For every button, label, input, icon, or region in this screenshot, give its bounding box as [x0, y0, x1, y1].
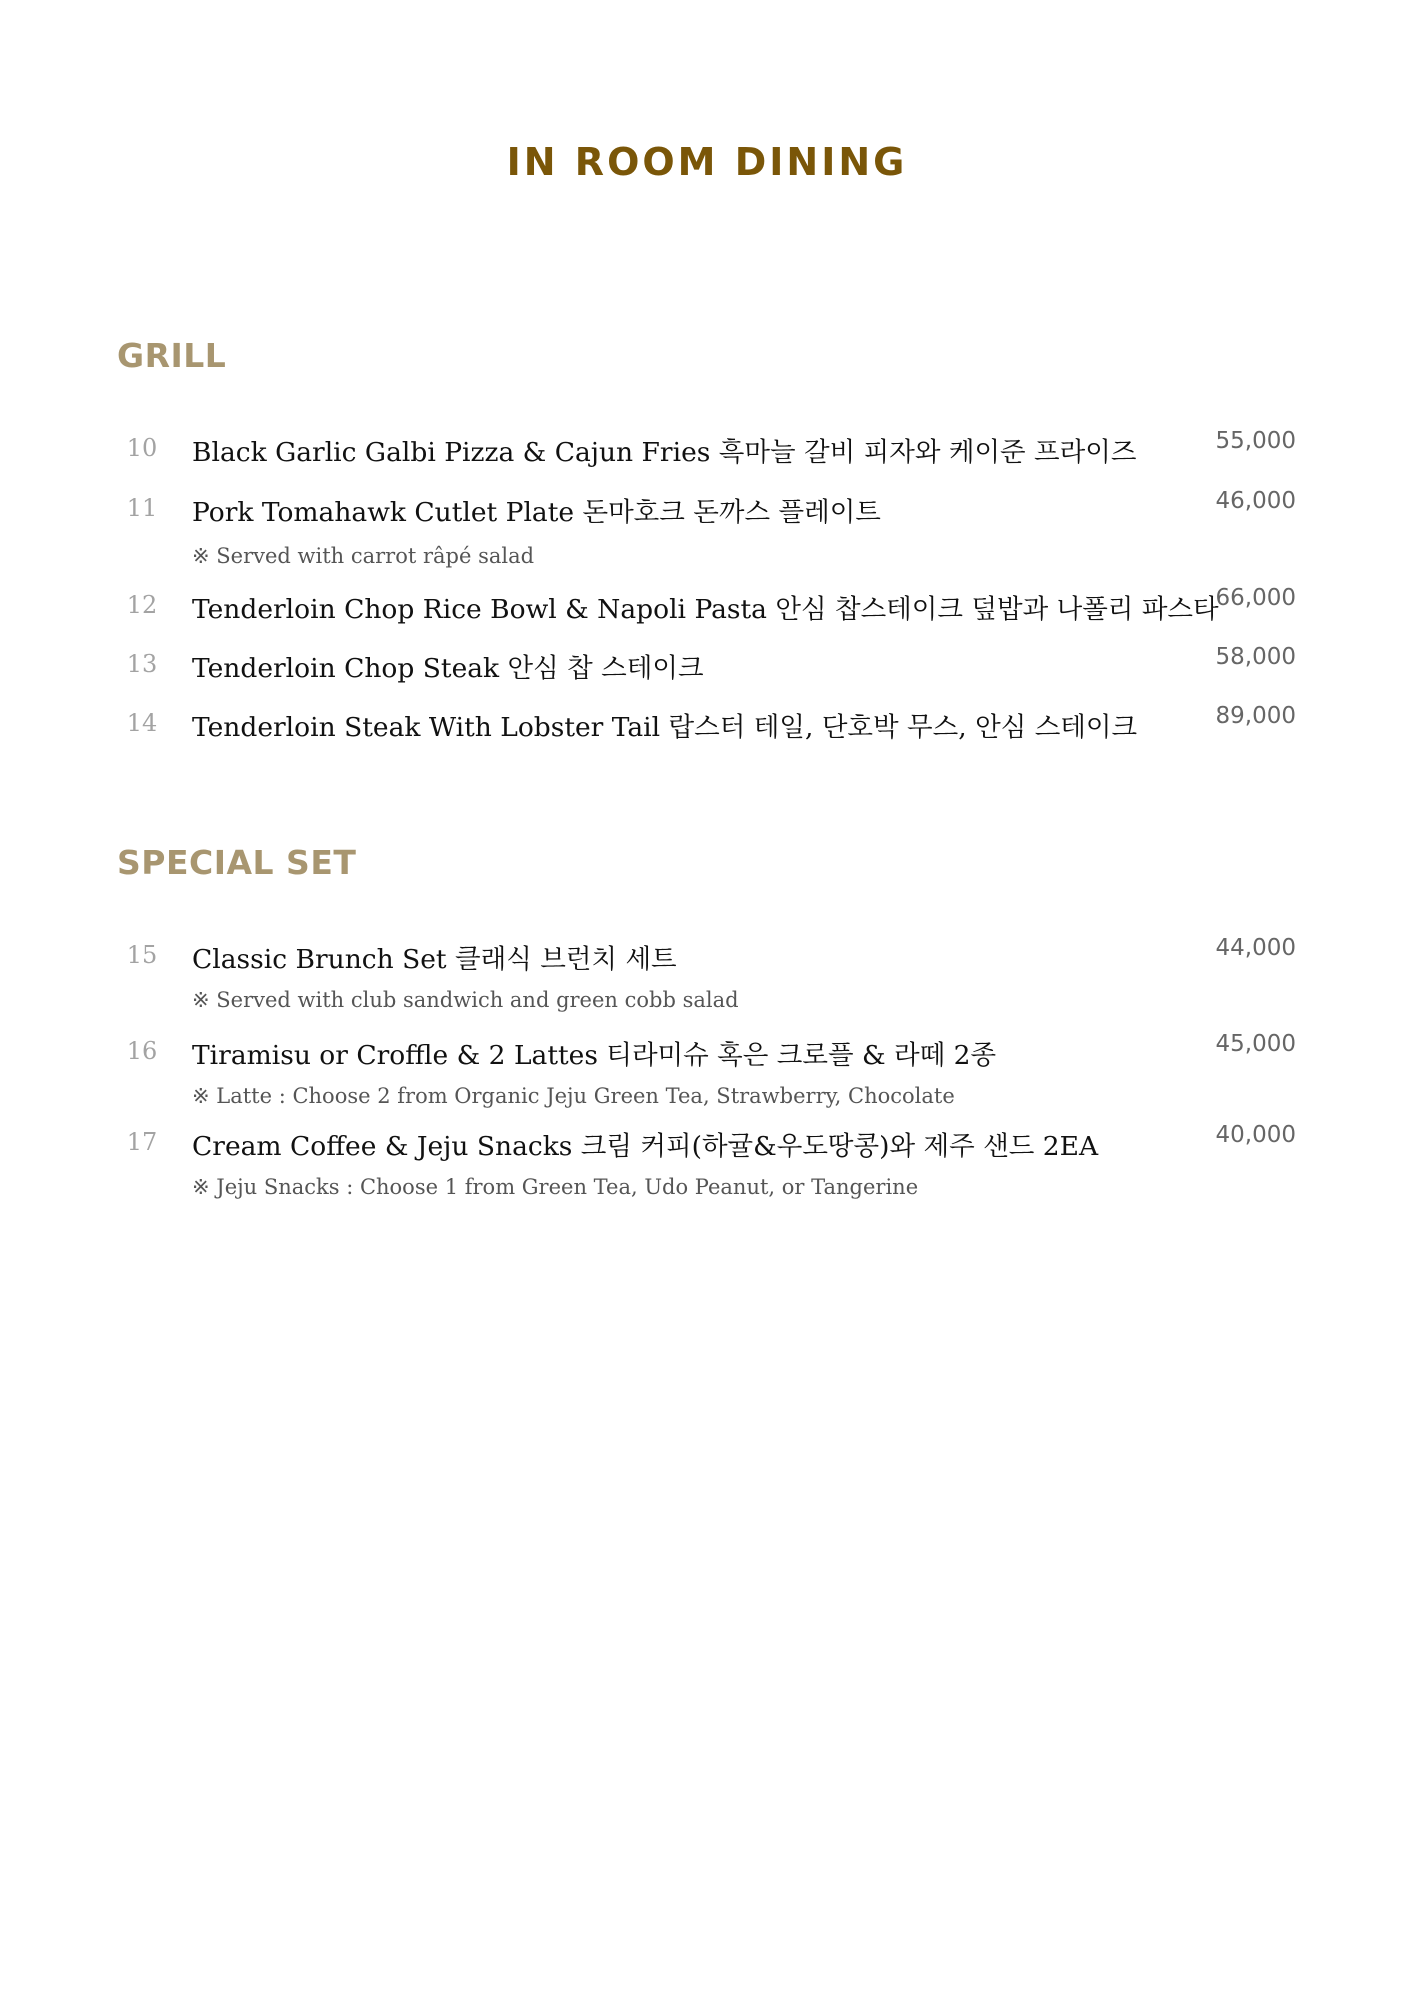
item-note: ※ Served with carrot râpé salad [192, 544, 535, 568]
item-price: 66,000 [1215, 585, 1296, 611]
item-number: 12 [126, 591, 158, 619]
item-number: 11 [126, 494, 158, 522]
menu-item [0, 703, 1414, 747]
item-number: 16 [126, 1037, 158, 1065]
item-note: ※ Served with club sandwich and green cobb salad [192, 988, 739, 1012]
item-price: 45,000 [1215, 1031, 1296, 1057]
item-name: Tenderloin Steak With Lobster Tail 랍스터 테일, 단호박 무스, 안심 스테이크 [192, 712, 1138, 743]
menu-item [0, 488, 1414, 532]
item-number: 14 [126, 709, 158, 737]
section-heading-grill: GRILL [117, 336, 227, 375]
item-note: ※ Latte : Choose 2 from Organic Jeju Green Tea, Strawberry, Chocolate [192, 1084, 955, 1108]
item-name: Pork Tomahawk Cutlet Plate 돈마호크 돈까스 플레이트 [192, 497, 881, 528]
item-price: 89,000 [1215, 703, 1296, 729]
item-name: Black Garlic Galbi Pizza & Cajun Fries 흑마늘 갈비 피자와 케이준 프라이즈 [192, 437, 1137, 468]
item-number: 15 [126, 941, 158, 969]
item-name: Tiramisu or Croffle & 2 Lattes 티라미슈 혹은 크로플 & 라떼 2종 [192, 1040, 997, 1071]
menu-item [0, 585, 1414, 629]
item-name: Tenderloin Chop Rice Bowl & Napoli Pasta 안심 찹스테이크 덮밥과 나폴리 파스타 [192, 594, 1219, 625]
item-note: ※ Jeju Snacks : Choose 1 from Green Tea, Udo Peanut, or Tangerine [192, 1175, 919, 1199]
menu-item [0, 1122, 1414, 1166]
item-price: 44,000 [1215, 935, 1296, 961]
menu-item [0, 935, 1414, 979]
section-heading-special-set: SPECIAL SET [117, 843, 357, 882]
item-price: 40,000 [1215, 1122, 1296, 1148]
item-name: Cream Coffee & Jeju Snacks 크림 커피(하귤&우도땅콩)와 제주 샌드 2EA [192, 1131, 1099, 1162]
item-price: 46,000 [1215, 488, 1296, 514]
menu-item [0, 1031, 1414, 1075]
item-name: Tenderloin Chop Steak 안심 찹 스테이크 [192, 653, 704, 684]
item-price: 58,000 [1215, 644, 1296, 670]
menu-item [0, 644, 1414, 688]
item-price: 55,000 [1215, 428, 1296, 454]
item-name: Classic Brunch Set 클래식 브런치 세트 [192, 944, 677, 975]
item-number: 10 [126, 434, 158, 462]
page-title: IN ROOM DINING [506, 140, 908, 184]
item-number: 17 [126, 1128, 158, 1156]
item-number: 13 [126, 650, 158, 678]
menu-item [0, 428, 1414, 472]
